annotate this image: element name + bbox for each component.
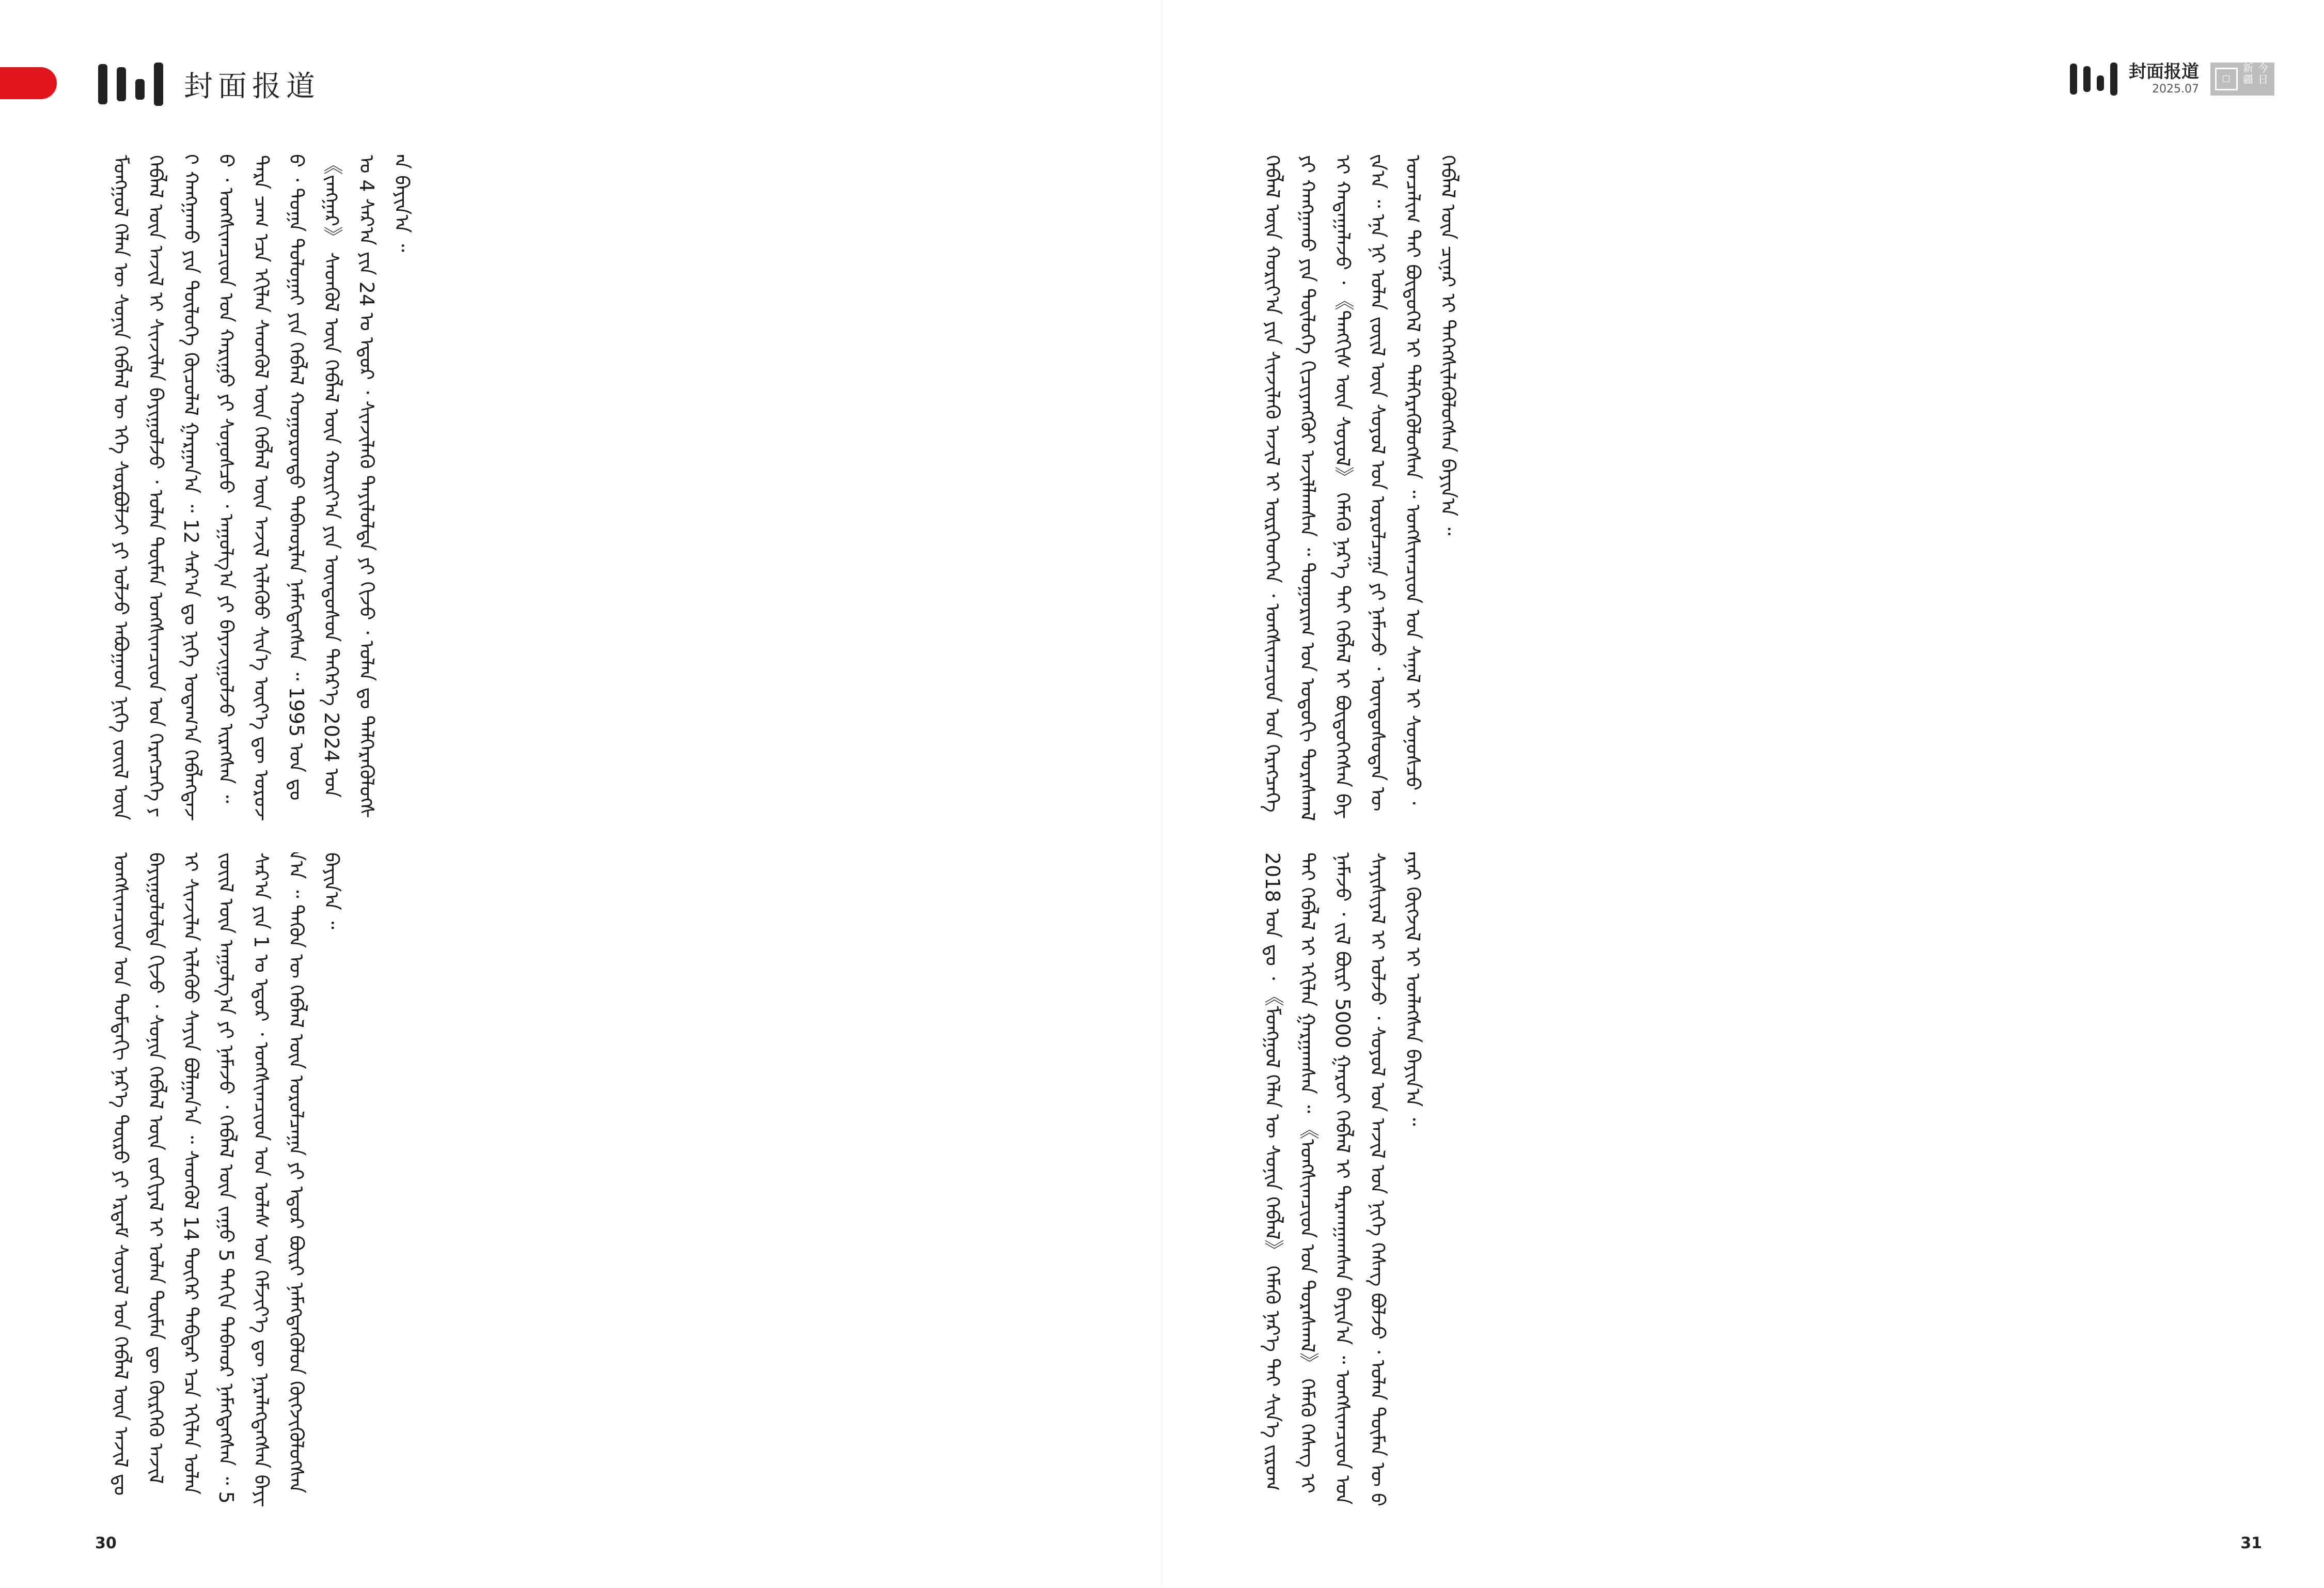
right-page-lower-text: [1255, 852, 2288, 1508]
mongolian-logo-icon: [98, 61, 163, 107]
body-paragraph: 2018 ᠣᠨ ᠳᠤ ᠂ 《ᠮᠣᠩᠭᠣᠯ ᠬᠡᠯᠡᠨ ᠦ ᠰᠣᠨᠢᠨ ᠬᠡᠪᠯᠡᠯ》 ᠬᠡᠮᠡᠬᠦ ᠨᠡᠷ᠎ᠡ ᠲᠡᠢ ᠰᠢᠨ᠎ᠡ ᠵᠢᠷᠤᠭ ᠲᠠᠢ ᠬᠡᠪᠯᠡᠯ ᠢ ᠡᠬᠢᠯᠡᠨ ᠭᠠᠷᠭᠠᠭᠰᠠᠨ ᠃ 《ᠤᠩᠰᠢᠭᠴᠢᠳ ᠤᠨ ᠳᠤᠷᠠᠰᠬᠠᠯ》 ᠬᠡᠮᠡᠬᠦ ᠬᠡᠰᠡᠭ ᠢ ᠨᠡᠮᠡᠵᠦ ᠂ ᠵᠢᠯ ᠪᠦᠷᠢ 5000 ᠭᠠᠷᠤᠢ ᠬᠡᠪᠯᠡᠯ ᠢ ᠲᠠᠷᠬᠠᠭᠠᠭᠰᠠᠨ ᠪᠠᠶᠢᠨ᠎ᠠ ᠃ ᠤᠩᠰᠢᠭᠴᠢᠳ ᠤᠨ ᠰᠠᠶᠢᠰᠢᠶᠠᠯ ᠢ ᠣᠯᠵᠤ ᠂ ᠰᠣᠶᠣᠯ ᠤᠨ ᠠᠵᠢᠯ ᠤᠨ ᠨᠢᠭᠡ ᠬᠡᠰᠡᠭ ᠪᠣᠯᠵᠤ ᠂ ᠣᠯᠠᠨ ᠲᠦᠮᠡᠨ ᠦ ᠪᠠᠶᠠᠷ ᠬᠥᠭᠵᠢᠯ ᠢ ᠡᠳᠯᠡᠭᠰᠡᠨ ᠪᠠᠶᠢᠨ᠎ᠠ ᠃: [1261, 852, 1424, 1505]
section-color-tab: [0, 67, 57, 99]
left-page-lower-text: [103, 852, 1136, 1508]
page-number-left: 30: [95, 1534, 117, 1552]
section-title: 封面报道: [184, 70, 320, 103]
right-title-block: [2129, 63, 2199, 95]
magazine-badge-text: 今日新疆: [2241, 63, 2269, 85]
magazine-badge: [2210, 63, 2274, 96]
page-gutter: [1161, 0, 1163, 1588]
page-number-right: 31: [2240, 1534, 2262, 1552]
magazine-stamp-icon: ☐: [2215, 68, 2238, 90]
right-page-upper-text: [1255, 155, 2288, 821]
body-paragraph: ᠬᠡᠪᠯᠡᠯ ᠦᠨ ᠬᠣᠷᠢᠶ᠎ᠠ ᠶᠢᠨ ᠰᠢᠨᠵᠢᠯᠡᠬᠦ ᠠᠵᠢᠯ ᠢ ᠥᠷᠭᠡᠳᠬᠡᠨ ᠂ ᠤᠩᠰᠢᠭᠴᠢᠳ ᠤᠨ ᠬᠡᠷᠡᠭᠴᠡᠭᠡ ᠶᠢ ᠬᠠᠩᠭᠠᠬᠤ ᠶᠢᠨ ᠲᠥᠯᠥᠭᠡ ᠬᠢᠴᠢᠶᠡᠩᠭᠦᠢ ᠠᠵᠢᠯᠯᠠᠭᠰᠠᠨ ᠃ ᠲᠣᠭᠤᠷᠢᠭ ᠤᠨ ᠣᠳᠣᠬᠢ ᠳᠤᠷᠠᠰᠬᠠᠯ ᠢ ᠬᠠᠳᠠᠭᠠᠯᠠᠵᠤ ᠂ 《ᠲᠡᠩᠭᠢᠰ ᠦᠨ ᠰᠣᠶᠣᠯ》 ᠬᠡᠮᠡᠬᠦ ᠨᠡᠷ᠎ᠡ ᠲᠡᠢ ᠬᠡᠪᠯᠡᠯ ᠢ ᠪᠦᠲᠦᠭᠡᠭᠰᠡᠨ ᠪᠠᠶᠢᠨ᠎ᠠ ᠃ ᠡᠨᠡ ᠨᠢ ᠣᠯᠠᠨ ᠵᠦᠢᠯ ᠦᠨ ᠰᠣᠶᠣᠯ ᠤᠨ ᠣᠷᠤᠯᠴᠠᠭᠠ ᠶᠢ ᠨᠡᠮᠡᠵᠦ ᠂ ᠦᠨᠳᠦᠰᠦᠲᠡᠨ ᠦ ᠣᠨᠴᠠᠯᠢᠭ ᠲᠠᠢ ᠪᠦᠲᠦᠭᠡᠯ ᠢ ᠳᠡᠯᠭᠡᠷᠡᠭᠦᠯᠦᠭᠰᠡᠨ ᠃ ᠤᠩᠰᠢᠭᠴᠢᠳ ᠤᠨ ᠰᠠᠨᠠᠯ ᠢ ᠰᠣᠨᠣᠰᠴᠤ ᠂ ᠬᠡᠪᠯᠡᠯ ᠦᠨ ᠴᠢᠨᠠᠷ ᠢ ᠳᠡᠭᠡᠭᠰᠢᠯᠡᠭᠦᠯᠦᠭᠰᠡᠨ ᠪᠠᠶᠢᠨ᠎ᠠ ᠃: [1261, 155, 1459, 821]
left-page-header: [98, 61, 320, 107]
body-paragraph: ᠮᠣᠩᠭᠣᠯ ᠬᠡᠯᠡᠨ ᠦ ᠰᠣᠨᠢᠨ ᠬᠡᠪᠯᠡᠯ ᠦ ᠡᠬᠡ ᠰᠤᠷᠪᠤᠯᠵᠢ ᠶᠢ ᠣᠯᠵᠤ ᠠᠪᠤᠭᠠᠳ ᠨᠢᠭᠡ ᠵᠦᠢᠯ ᠦᠨ ᠬᠡᠪᠯᠡᠯ ᠦᠨ ᠠᠵᠢᠯ ᠢ ᠰᠢᠨᠵᠢᠯᠡᠨ ᠪᠠᠶᠢᠭᠤᠯᠵᠤ ᠂ ᠣᠯᠠᠨ ᠲᠦᠮᠡᠨ ᠤᠩᠰᠢᠭᠴᠢᠳ ᠤᠨ ᠬᠡᠷᠡᠭᠴᠡᠭᠡ ᠶᠢ ᠬᠠᠩᠭᠠᠬᠤ ᠶᠢᠨ ᠲᠦᠯᠦᠭᠡ ᠬᠦᠴᠦᠯᠡᠯ ᠭᠠᠷᠭᠠᠨ᠎ᠠ ᠃ 12 ᠰᠠᠷ᠎ᠠ ᠳᠤ ᠨᠢᠭᠡ ᠤᠳᠠᠭ᠎ᠠ ᠬᠡᠪᠯᠡᠭᠳᠡᠵᠦ ᠂ ᠤᠩᠰᠢᠭᠴᠢᠳ ᠤᠨ ᠬᠠᠷᠢᠭᠤ ᠶᠢ ᠰᠣᠨᠣᠰᠴᠤ ᠂ ᠠᠭᠤᠯᠭ᠎ᠠ ᠶᠢ ᠪᠠᠶᠠᠵᠢᠭᠤᠯᠵᠤ ᠢᠷᠡᠭᠰᠡᠨ ᠃ ᠲᠡᠷᠡ ᠴᠠᠭ ᠡᠴᠡ ᠡᠬᠢᠯᠡᠨ ᠰᠡᠳᠭᠦᠯ ᠦᠨ ᠬᠡᠪᠯᠡᠯ ᠦᠨ ᠠᠵᠢᠯ ᠢᠯᠡᠭᠦᠦ ᠰᠢᠨ᠎ᠡ ᠦᠶ᠎ᠡ ᠳᠦ ᠣᠷᠣᠵᠤ ᠂ ᠲᠣᠭᠠ ᠲᠣᠯᠣᠭᠠᠢ ᠶᠢᠨ ᠬᠡᠪᠯᠡᠯ ᠬᠣᠭᠣᠷᠣᠨᠳᠣ ᠳᠠᠪᠬᠤᠷᠯᠠᠨ ᠨᠡᠮᠡᠭᠳᠡᠭᠰᠡᠨ ᠃ 1995 ᠣᠨ ᠳᠤ 《ᠵᠠᠩᠭᠠᠷ》 ᠰᠡᠳᠭᠦᠯ ᠦᠨ ᠬᠡᠪᠯᠡᠯ ᠦᠨ ᠬᠣᠷᠢᠶ᠎ᠠ ᠶᠢᠨ ᠦᠨᠳᠦᠰᠦᠨ ᠳᠡᠭᠡᠷ᠎ᠡ 2024 ᠣᠨ ᠤ 4 ᠰᠠᠷ᠎ᠠ ᠶᠢᠨ 24 ᠤ ᠡᠳᠦᠷ ᠂ ᠰᠢᠨᠵᠢᠯᠡᠬᠦ ᠲᠡᠶᠢᠯᠦᠯᠲᠡ ᠶᠢ ᠬᠢᠵᠦ ᠂ ᠣᠯᠠᠨ ᠳᠤ ᠳᠡᠯᠭᠡᠷᠡᠭᠦᠯᠦᠭᠰᠡᠨ ᠪᠠᠶᠢᠨ᠎ᠠ ᠃: [109, 155, 413, 820]
body-paragraph: ᠤᠩᠰᠢᠭᠴᠢᠳ ᠤᠨ ᠳᠤᠮᠳᠠᠬᠢ ᠨᠡᠷ᠎ᠡ ᠲᠥᠷᠥ ᠶᠢ ᠡᠷᠳᠡᠮ ᠰᠣᠶᠣᠯ ᠤᠨ ᠬᠡᠪᠯᠡᠯ ᠦᠨ ᠠᠵᠢᠯ ᠳᠤ ᠪᠠᠶᠢᠭᠤᠯᠤᠯᠲᠠ ᠬᠢᠵᠦ ᠂ ᠰᠣᠨᠢᠨ ᠬᠡᠪᠯᠡᠯ ᠦᠨ ᠵᠣᠬᠢᠶᠠᠯ ᠢ ᠣᠯᠠᠨ ᠲᠦᠮᠡᠨ ᠳᠦ ᠬᠦᠷᠭᠡᠬᠦ ᠠᠵᠢᠯ ᠢ ᠰᠢᠨᠵᠢᠯᠡᠨ ᠢᠯᠡᠭᠦᠦ ᠰᠠᠶᠢᠨ ᠪᠣᠯᠭᠠᠨ᠎ᠠ ᠃ ᠰᠡᠳᠭᠦᠯ 14 ᠳᠦᠭᠡᠷ ᠳᠡᠪᠲᠡᠷ ᠡᠴᠡ ᠡᠬᠢᠯᠡᠨ ᠣᠯᠠᠨ ᠵᠦᠢᠯ ᠦᠨ ᠠᠭᠤᠯᠭ᠎ᠠ ᠶᠢ ᠨᠡᠮᠡᠵᠦ ᠂ ᠬᠡᠪᠯᠡᠯ ᠦᠨ ᠵᠠᠭᠤ 5 ᠳᠠᠬᠢᠨ ᠳᠠᠪᠬᠤᠷ ᠨᠡᠮᠡᠭᠳᠡᠭᠰᠡᠨ ᠃ 5 ᠰᠠᠷ᠎ᠠ ᠶᠢᠨ 1 ᠤ ᠡᠳᠦᠷ ᠂ ᠤᠩᠰᠢᠭᠴᠢᠳ ᠤᠨ ᠤᠯᠠᠰ ᠤᠨ ᠬᠡᠮᠵᠢᠶ᠎ᠡ ᠳᠦ ᠨᠡᠷᠡᠯᠡᠭᠳᠡᠭᠰᠡᠨ ᠪᠠᠶᠢᠨ᠎ᠠ ᠃ ᠲᠡᠭᠦᠨ ᠦ ᠬᠡᠪᠯᠡᠯ ᠦᠨ ᠣᠷᠤᠯᠴᠠᠭᠠ ᠶᠢ ᠡᠳᠦᠷ ᠪᠦᠷᠢ ᠨᠡᠮᠡᠭᠳᠡᠭᠦᠯᠦᠨ ᠬᠥᠭᠵᠢᠭᠦᠯᠦᠭᠰᠡᠨ ᠪᠠᠶᠢᠨ᠎ᠠ ᠃: [109, 852, 343, 1506]
issue-date: 2025.07: [2152, 83, 2199, 96]
section-title: 封面报道: [2129, 61, 2199, 82]
left-page-upper-text: [103, 155, 1136, 821]
right-page-header: [2070, 61, 2274, 97]
mongolian-logo-icon: [2070, 61, 2117, 97]
